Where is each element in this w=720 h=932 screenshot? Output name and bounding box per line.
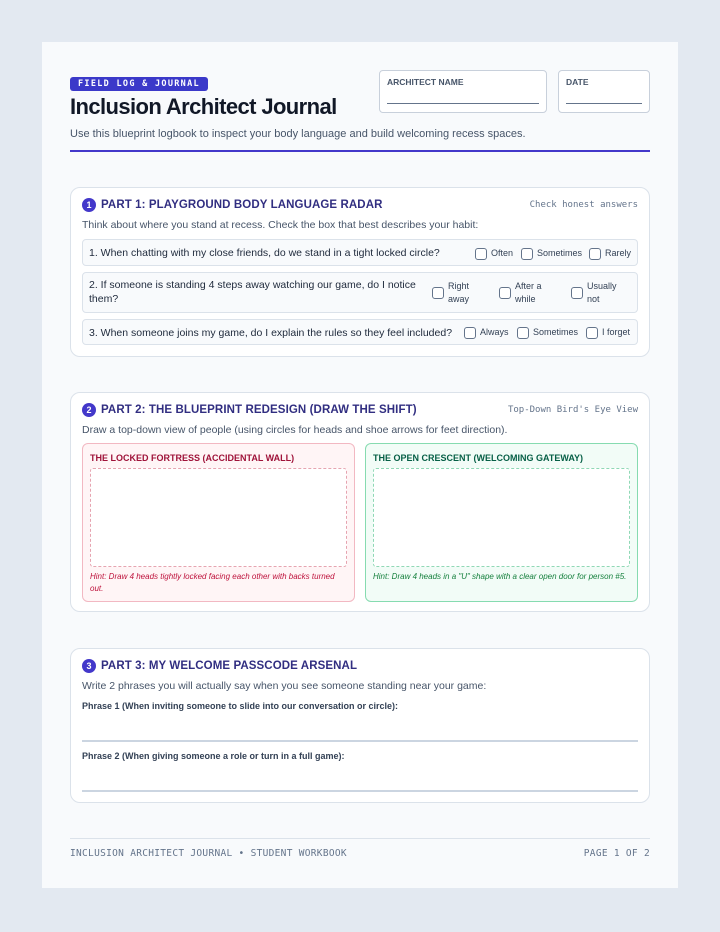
part2-number-badge: 2	[82, 403, 96, 417]
part1-card	[70, 187, 650, 357]
checkbox[interactable]	[499, 287, 511, 299]
question-row	[82, 319, 638, 345]
option-label: Rarely	[605, 248, 632, 258]
option-label: I forget	[602, 327, 631, 337]
question-text: 3. When someone joins my game, do I explain the rules so they feel included?	[89, 327, 453, 339]
option-label: After a while	[515, 281, 542, 304]
worksheet-page	[42, 42, 678, 888]
date-line	[566, 103, 642, 104]
page-title: Inclusion Architect Journal	[70, 94, 337, 119]
footer-divider	[70, 838, 650, 839]
phrase2-label: Phrase 2 (When giving someone a role or turn in a full game):	[82, 751, 345, 761]
part2-heading	[82, 403, 417, 417]
date-field[interactable]	[558, 70, 650, 113]
part1-number-badge: 1	[82, 198, 96, 212]
checkbox[interactable]	[432, 287, 444, 299]
locked-fortress-title: THE LOCKED FORTRESS (ACCIDENTAL WALL)	[90, 453, 295, 463]
checkbox[interactable]	[586, 327, 598, 339]
option-sometimes[interactable]	[521, 247, 582, 260]
checkbox[interactable]	[464, 327, 476, 339]
open-crescent-hint: Hint: Draw 4 heads in a "U" shape with a clear open door for person #5.	[373, 572, 627, 581]
locked-fortress-hint: Hint: Draw 4 heads tightly locked facing each other with backs turned out.	[90, 572, 335, 593]
locked-fortress-panel	[82, 443, 355, 602]
phrase2-answer-line[interactable]	[82, 790, 638, 792]
date-label: DATE	[566, 77, 589, 87]
part3-description: Write 2 phrases you will actually say when you see someone standing near your game:	[82, 680, 487, 692]
part2-card	[70, 392, 650, 612]
part3-heading	[82, 659, 357, 673]
option-always[interactable]	[464, 326, 509, 339]
part2-description: Draw a top-down view of people (using circles for heads and shoe arrows for feet direction).	[82, 424, 508, 436]
page-number: PAGE 1 OF 2	[583, 848, 650, 859]
option-right-away[interactable]	[432, 280, 487, 306]
locked-fortress-drawing-area[interactable]	[90, 468, 347, 567]
phrase1-label: Phrase 1 (When inviting someone to slide into our conversation or circle):	[82, 701, 399, 711]
header-divider	[70, 150, 650, 152]
part3-card	[70, 648, 650, 803]
option-label: Sometimes	[533, 327, 579, 337]
checkbox[interactable]	[589, 248, 601, 260]
option-label: Usually not	[587, 281, 617, 304]
part3-title: PART 3: MY WELCOME PASSCODE ARSENAL	[101, 660, 358, 672]
phrase1-answer-line[interactable]	[82, 740, 638, 742]
open-crescent-drawing-area[interactable]	[373, 468, 630, 567]
question-text: 2. If someone is standing 4 steps away watching our game, do I notice them?	[89, 279, 416, 305]
option-usually-not[interactable]	[571, 280, 631, 306]
option-sometimes[interactable]	[517, 326, 578, 339]
option-often[interactable]	[475, 247, 513, 260]
part3-number-badge: 3	[82, 659, 96, 673]
part2-title: PART 2: THE BLUEPRINT REDESIGN (DRAW THE SHIFT)	[101, 404, 417, 416]
part1-note: Check honest answers	[529, 200, 638, 210]
architect-name-line	[387, 103, 539, 104]
checkbox[interactable]	[571, 287, 583, 299]
option-i-forget[interactable]	[586, 326, 630, 339]
option-rarely[interactable]	[589, 247, 631, 260]
open-crescent-panel	[365, 443, 638, 602]
architect-name-field[interactable]	[379, 70, 547, 113]
question-row	[82, 239, 638, 266]
checkbox[interactable]	[517, 327, 529, 339]
architect-name-label: ARCHITECT NAME	[387, 77, 464, 87]
header-tag: FIELD LOG & JOURNAL	[70, 77, 208, 91]
part1-title: PART 1: PLAYGROUND BODY LANGUAGE RADAR	[101, 199, 383, 211]
checkbox[interactable]	[475, 248, 487, 260]
part2-note: Top-Down Bird's Eye View	[507, 405, 638, 415]
option-after-a-while[interactable]	[499, 280, 559, 306]
checkbox[interactable]	[521, 248, 533, 260]
question-text: 1. When chatting with my close friends, do we stand in a tight locked circle?	[89, 247, 440, 259]
option-label: Always	[480, 327, 509, 337]
option-label: Right away	[448, 281, 470, 304]
option-label: Often	[491, 248, 514, 258]
page-subtitle: Use this blueprint logbook to inspect your body language and build welcoming recess spaces.	[70, 128, 526, 140]
open-crescent-title: THE OPEN CRESCENT (WELCOMING GATEWAY)	[373, 453, 584, 463]
part1-heading	[82, 198, 383, 212]
question-row	[82, 272, 638, 313]
part1-description: Think about where you stand at recess. Check the box that best describes your habit:	[82, 219, 479, 231]
footer-left-text: INCLUSION ARCHITECT JOURNAL • STUDENT WORKBOOK	[70, 848, 347, 859]
option-label: Sometimes	[537, 248, 583, 258]
